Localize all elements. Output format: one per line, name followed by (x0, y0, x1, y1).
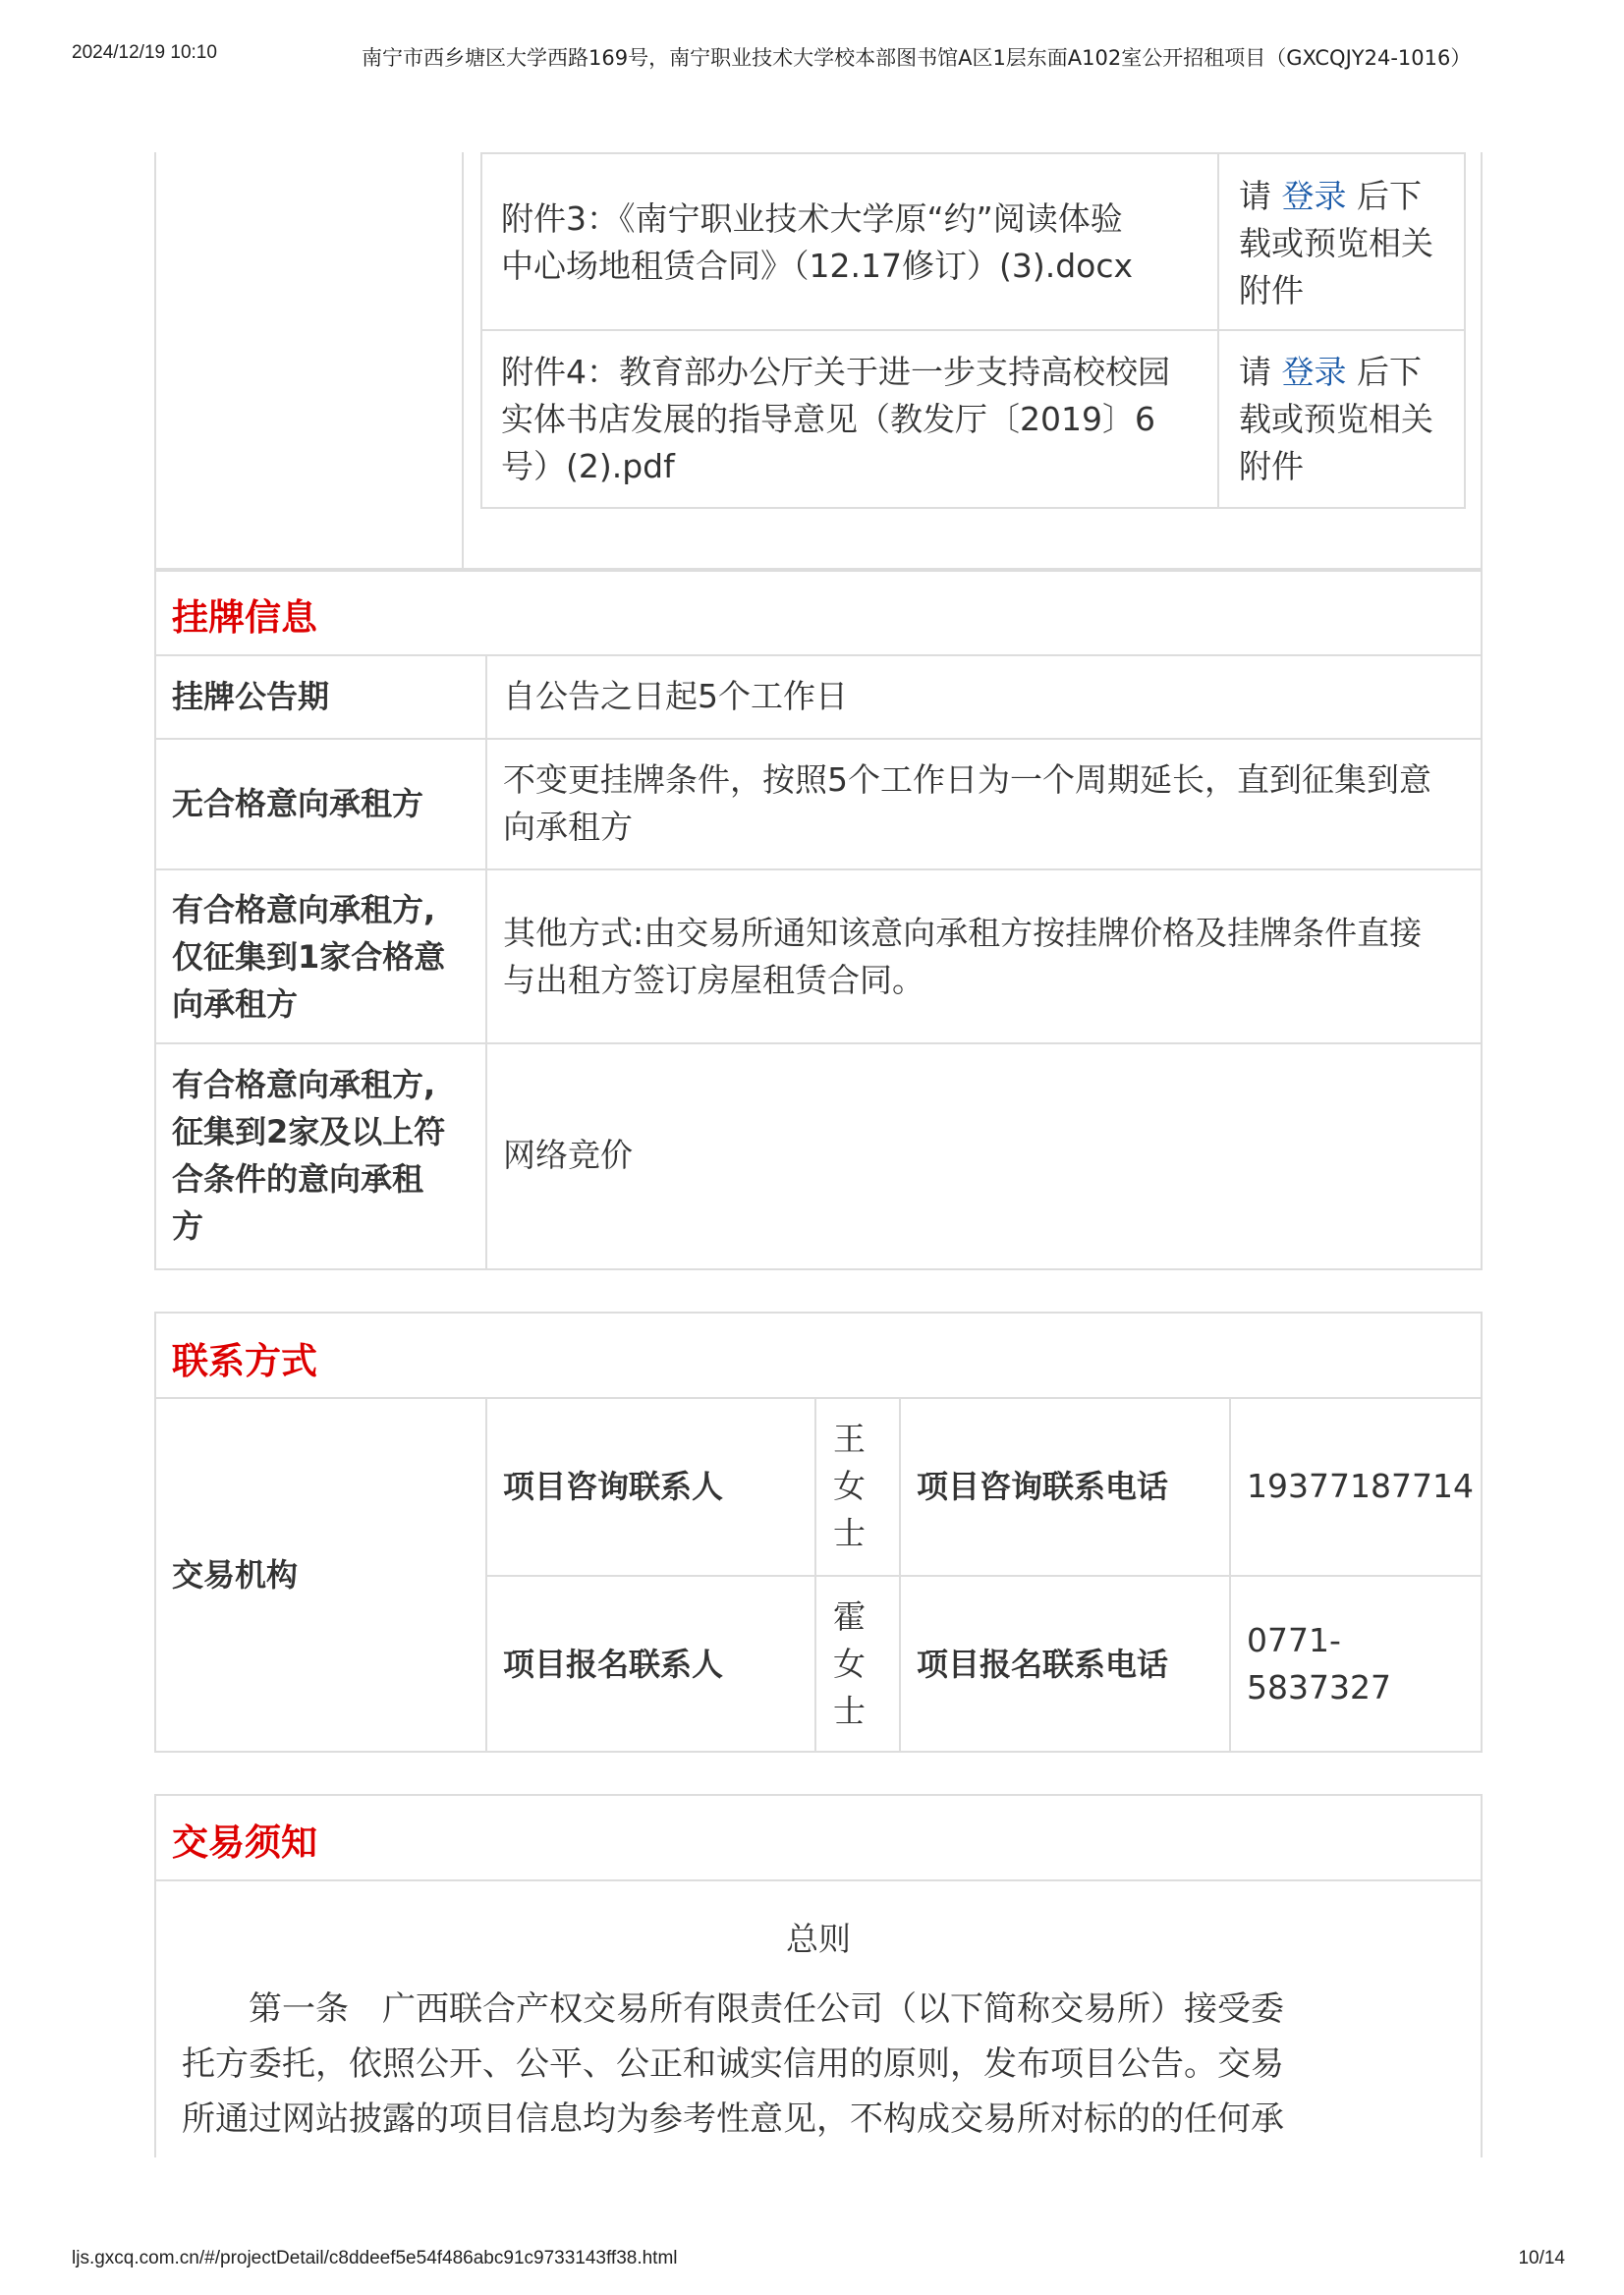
notice-heading: 交易须知 (172, 1821, 317, 1864)
listing-label: 合条件的意向承租 (172, 1160, 424, 1198)
listing-heading: 挂牌信息 (172, 596, 317, 639)
listing-label: 有合格意向承租方, (172, 1066, 436, 1103)
attachment-name-line: 附件4：教育部办公厅关于进一步支持高校校园 (501, 353, 1170, 391)
contact-role: 项目咨询联系人 (503, 1468, 724, 1505)
attachment-action: 请 登录 后下 (1239, 353, 1422, 391)
listing-value: 其他方式:由交易所通知该意向承租方按挂牌价格及挂牌条件直接 (503, 914, 1423, 952)
attachment-action-line: 载或预览相关 (1239, 224, 1433, 262)
contact-phone: 19377187714 (1247, 1467, 1474, 1505)
listing-label: 仅征集到1家合格意 (172, 938, 446, 976)
listing-label: 征集到2家及以上符 (172, 1113, 446, 1150)
contact-name-char: 王 (833, 1420, 866, 1458)
notice-paragraph-line: 所通过网站披露的项目信息均为参考性意见，不构成交易所对标的的任何承 (182, 2099, 1284, 2139)
contact-name-char: 士 (833, 1514, 866, 1552)
attachment-action-line: 载或预览相关 (1239, 400, 1433, 438)
login-link[interactable]: 登录 (1281, 353, 1347, 391)
contact-name-char: 女 (833, 1645, 866, 1683)
print-datetime: 2024/12/19 10:10 (72, 42, 217, 63)
attachment-action-line: 附件 (1239, 447, 1304, 485)
contact-name-char: 女 (833, 1467, 866, 1505)
listing-value: 向承租方 (503, 808, 633, 846)
listing-value: 与出租方签订房屋租赁合同。 (503, 961, 924, 999)
notice-paragraph-line: 第一条 广西联合产权交易所有限责任公司（以下简称交易所）接受委 (182, 1989, 1284, 2029)
print-page-number: 10/14 (1518, 2248, 1565, 2268)
attachment-action: 请 登录 后下 (1239, 177, 1422, 215)
organization-label: 交易机构 (172, 1556, 299, 1594)
print-url: ljs.gxcq.com.cn/#/projectDetail/c8ddeef5e54f486abc91c9733143ff38.html (72, 2248, 678, 2268)
listing-value: 网络竞价 (503, 1136, 633, 1174)
contact-phone-label: 项目报名联系电话 (917, 1646, 1169, 1683)
attachment-name-line: 附件3：《南宁职业技术大学原“约”阅读体验 (501, 199, 1123, 238)
attachment-name-line: 中心场地租赁合同》（12.17修订）(3).docx (501, 247, 1134, 285)
contact-name-char: 士 (833, 1692, 866, 1730)
attachment-name-line: 实体书店发展的指导意见（教发厅〔2019〕6 (501, 400, 1155, 438)
print-page-title: 南宁市西乡塘区大学西路169号，南宁职业技术大学校本部图书馆A区1层东面A102室公开招租项目（GXCQJY24-1016） (362, 46, 1472, 70)
contact-name-char: 霍 (833, 1597, 866, 1636)
listing-label: 无合格意向承租方 (172, 785, 424, 822)
contact-phone: 5837327 (1247, 1668, 1391, 1707)
attachment-name-line: 号）(2).pdf (501, 447, 675, 485)
contact-role: 项目报名联系人 (503, 1646, 724, 1683)
listing-label: 向承租方 (172, 985, 299, 1023)
contact-phone-label: 项目咨询联系电话 (917, 1468, 1169, 1505)
listing-label: 有合格意向承租方, (172, 891, 436, 928)
attachment-action-line: 附件 (1239, 271, 1304, 309)
listing-value: 自公告之日起5个工作日 (503, 677, 848, 715)
listing-value: 不变更挂牌条件，按照5个工作日为一个周期延长，直到征集到意 (503, 760, 1431, 799)
listing-label: 方 (172, 1207, 204, 1245)
contact-heading: 联系方式 (172, 1340, 317, 1382)
notice-subheading: 总则 (786, 1920, 851, 1958)
login-link[interactable]: 登录 (1281, 177, 1347, 215)
listing-label: 挂牌公告期 (172, 678, 330, 715)
notice-paragraph-line: 托方委托，依照公开、公平、公正和诚实信用的原则，发布项目公告。交易 (182, 2044, 1284, 2084)
contact-phone: 0771- (1247, 1621, 1341, 1659)
